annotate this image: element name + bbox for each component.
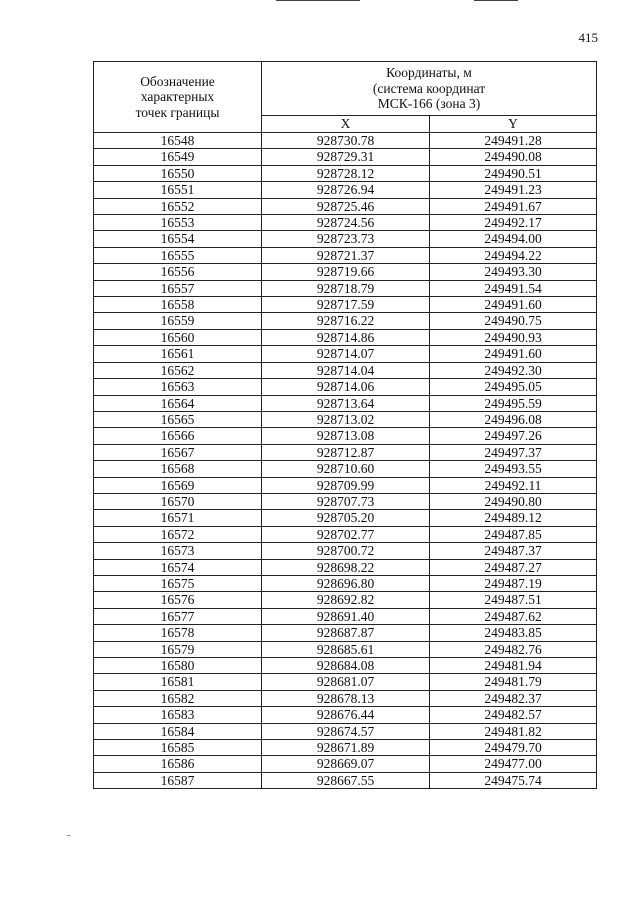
top-rule-left [276, 0, 360, 1]
y-value-cell: 249491.28 [430, 133, 597, 149]
table-row [94, 182, 597, 198]
point-id-cell: 16567 [94, 444, 262, 460]
x-value-cell: 928667.55 [262, 772, 430, 788]
point-id-cell: 16561 [94, 346, 262, 362]
y-value-cell: 249482.37 [430, 690, 597, 706]
point-id-cell: 16551 [94, 182, 262, 198]
point-id-cell: 16550 [94, 165, 262, 181]
coords-header-line: (система координат [372, 80, 486, 96]
x-value-cell: 928681.07 [262, 674, 430, 690]
y-value-cell: 249491.23 [430, 182, 597, 198]
x-value-cell: 928700.72 [262, 543, 430, 559]
table-row [94, 264, 597, 280]
point-id-cell: 16549 [94, 149, 262, 165]
point-id-cell: 16585 [94, 740, 262, 756]
point-id-cell: 16586 [94, 756, 262, 772]
table-row [94, 247, 597, 263]
x-value-cell: 928678.13 [262, 690, 430, 706]
table-row [94, 428, 597, 444]
point-id-cell: 16568 [94, 461, 262, 477]
coords-header-line: МСК-166 (зона 3) [377, 96, 481, 112]
point-id-cell: 16563 [94, 379, 262, 395]
table-row [94, 756, 597, 772]
table-row [94, 608, 597, 624]
point-id-cell: 16554 [94, 231, 262, 247]
table-row [94, 658, 597, 674]
x-value-cell: 928709.99 [262, 477, 430, 493]
x-value-cell: 928696.80 [262, 575, 430, 591]
table-row [94, 280, 597, 296]
point-id-cell: 16557 [94, 280, 262, 296]
table-row [94, 362, 597, 378]
y-value-cell: 249479.70 [430, 740, 597, 756]
table-row [94, 526, 597, 542]
table-row [94, 723, 597, 739]
table-row [94, 379, 597, 395]
x-value-cell: 928714.07 [262, 346, 430, 362]
x-value-cell: 928728.12 [262, 165, 430, 181]
y-value-cell: 249492.30 [430, 362, 597, 378]
x-value-cell: 928714.86 [262, 329, 430, 345]
y-value-cell: 249487.37 [430, 543, 597, 559]
coordinates-table [93, 61, 597, 789]
table-row [94, 231, 597, 247]
table-row [94, 772, 597, 788]
table-row [94, 641, 597, 657]
y-value-cell: 249487.85 [430, 526, 597, 542]
point-id-cell: 16582 [94, 690, 262, 706]
x-value-cell: 928698.22 [262, 559, 430, 575]
table-row [94, 198, 597, 214]
x-value-cell: 928717.59 [262, 297, 430, 313]
y-value-cell: 249482.57 [430, 707, 597, 723]
coords-header-line: Координаты, м [386, 65, 472, 81]
table-row [94, 215, 597, 231]
point-id-cell: 16583 [94, 707, 262, 723]
y-value-cell: 249481.82 [430, 723, 597, 739]
point-header-line: характерных [140, 89, 215, 105]
table-row [94, 346, 597, 362]
point-id-cell: 16576 [94, 592, 262, 608]
y-value-cell: 249481.79 [430, 674, 597, 690]
table-row [94, 165, 597, 181]
table-body [94, 133, 597, 789]
y-value-cell: 249483.85 [430, 625, 597, 641]
x-value-cell: 928729.31 [262, 149, 430, 165]
y-value-cell: 249491.67 [430, 198, 597, 214]
coordinates-header [262, 62, 597, 116]
table-row [94, 461, 597, 477]
x-value-cell: 928726.94 [262, 182, 430, 198]
table-row [94, 559, 597, 575]
point-header-line: Обозначение [140, 73, 215, 89]
y-value-cell: 249487.62 [430, 608, 597, 624]
x-value-cell: 928730.78 [262, 133, 430, 149]
y-value-cell: 249495.59 [430, 395, 597, 411]
y-value-cell: 249497.37 [430, 444, 597, 460]
point-id-cell: 16578 [94, 625, 262, 641]
point-id-cell: 16556 [94, 264, 262, 280]
top-rule-right [474, 0, 518, 1]
x-value-cell: 928724.56 [262, 215, 430, 231]
x-value-cell: 928705.20 [262, 510, 430, 526]
y-value-cell: 249494.00 [430, 231, 597, 247]
table-row [94, 329, 597, 345]
y-value-cell: 249482.76 [430, 641, 597, 657]
y-value-cell: 249490.51 [430, 165, 597, 181]
table-row [94, 592, 597, 608]
x-column-header: X [262, 115, 430, 132]
point-id-cell: 16572 [94, 526, 262, 542]
x-value-cell: 928721.37 [262, 247, 430, 263]
y-value-cell: 249492.11 [430, 477, 597, 493]
point-id-cell: 16559 [94, 313, 262, 329]
y-value-cell: 249492.17 [430, 215, 597, 231]
table-row [94, 690, 597, 706]
y-value-cell: 249475.74 [430, 772, 597, 788]
point-id-cell: 16579 [94, 641, 262, 657]
point-id-cell: 16548 [94, 133, 262, 149]
point-id-cell: 16566 [94, 428, 262, 444]
point-designation-header [94, 62, 262, 133]
table-row [94, 444, 597, 460]
page-number: 415 [578, 30, 598, 45]
y-value-cell: 249493.30 [430, 264, 597, 280]
y-value-cell: 249490.75 [430, 313, 597, 329]
point-id-cell: 16584 [94, 723, 262, 739]
x-value-cell: 928684.08 [262, 658, 430, 674]
x-value-cell: 928674.57 [262, 723, 430, 739]
point-id-cell: 16587 [94, 772, 262, 788]
point-id-cell: 16580 [94, 658, 262, 674]
table-row [94, 477, 597, 493]
y-value-cell: 249493.55 [430, 461, 597, 477]
point-id-cell: 16553 [94, 215, 262, 231]
table-row [94, 740, 597, 756]
table-row [94, 707, 597, 723]
x-value-cell: 928687.87 [262, 625, 430, 641]
y-value-cell: 249487.19 [430, 575, 597, 591]
y-value-cell: 249495.05 [430, 379, 597, 395]
y-value-cell: 249489.12 [430, 510, 597, 526]
point-id-cell: 16575 [94, 575, 262, 591]
x-value-cell: 928725.46 [262, 198, 430, 214]
point-id-cell: 16564 [94, 395, 262, 411]
x-value-cell: 928702.77 [262, 526, 430, 542]
table-row [94, 133, 597, 149]
table-row [94, 543, 597, 559]
y-value-cell: 249477.00 [430, 756, 597, 772]
y-value-cell: 249487.27 [430, 559, 597, 575]
table-row [94, 297, 597, 313]
x-value-cell: 928713.02 [262, 411, 430, 427]
point-id-cell: 16560 [94, 329, 262, 345]
y-value-cell: 249487.51 [430, 592, 597, 608]
table-row [94, 674, 597, 690]
y-column-header: Y [430, 115, 597, 132]
y-value-cell: 249490.93 [430, 329, 597, 345]
x-value-cell: 928707.73 [262, 493, 430, 509]
x-value-cell: 928669.07 [262, 756, 430, 772]
point-id-cell: 16565 [94, 411, 262, 427]
point-id-cell: 16577 [94, 608, 262, 624]
table-row [94, 493, 597, 509]
table-row [94, 313, 597, 329]
x-value-cell: 928714.04 [262, 362, 430, 378]
point-id-cell: 16581 [94, 674, 262, 690]
y-value-cell: 249491.54 [430, 280, 597, 296]
point-id-cell: 16555 [94, 247, 262, 263]
y-value-cell: 249491.60 [430, 297, 597, 313]
point-id-cell: 16562 [94, 362, 262, 378]
y-value-cell: 249481.94 [430, 658, 597, 674]
point-id-cell: 16574 [94, 559, 262, 575]
table-row [94, 149, 597, 165]
x-value-cell: 928716.22 [262, 313, 430, 329]
x-value-cell: 928713.08 [262, 428, 430, 444]
y-value-cell: 249494.22 [430, 247, 597, 263]
y-value-cell: 249490.08 [430, 149, 597, 165]
table-row [94, 411, 597, 427]
x-value-cell: 928712.87 [262, 444, 430, 460]
x-value-cell: 928691.40 [262, 608, 430, 624]
y-value-cell: 249496.08 [430, 411, 597, 427]
x-value-cell: 928714.06 [262, 379, 430, 395]
y-value-cell: 249497.26 [430, 428, 597, 444]
table-row [94, 510, 597, 526]
margin-mark: ‑ [67, 830, 71, 841]
x-value-cell: 928676.44 [262, 707, 430, 723]
y-value-cell: 249490.80 [430, 493, 597, 509]
point-id-cell: 16570 [94, 493, 262, 509]
point-id-cell: 16552 [94, 198, 262, 214]
y-value-cell: 249491.60 [430, 346, 597, 362]
point-header-line: точек границы [135, 104, 220, 120]
point-id-cell: 16558 [94, 297, 262, 313]
point-id-cell: 16571 [94, 510, 262, 526]
x-value-cell: 928685.61 [262, 641, 430, 657]
table-row [94, 575, 597, 591]
x-value-cell: 928671.89 [262, 740, 430, 756]
point-id-cell: 16573 [94, 543, 262, 559]
x-value-cell: 928692.82 [262, 592, 430, 608]
table-row [94, 395, 597, 411]
x-value-cell: 928713.64 [262, 395, 430, 411]
x-value-cell: 928718.79 [262, 280, 430, 296]
x-value-cell: 928719.66 [262, 264, 430, 280]
table-row [94, 625, 597, 641]
point-id-cell: 16569 [94, 477, 262, 493]
x-value-cell: 928723.73 [262, 231, 430, 247]
x-value-cell: 928710.60 [262, 461, 430, 477]
